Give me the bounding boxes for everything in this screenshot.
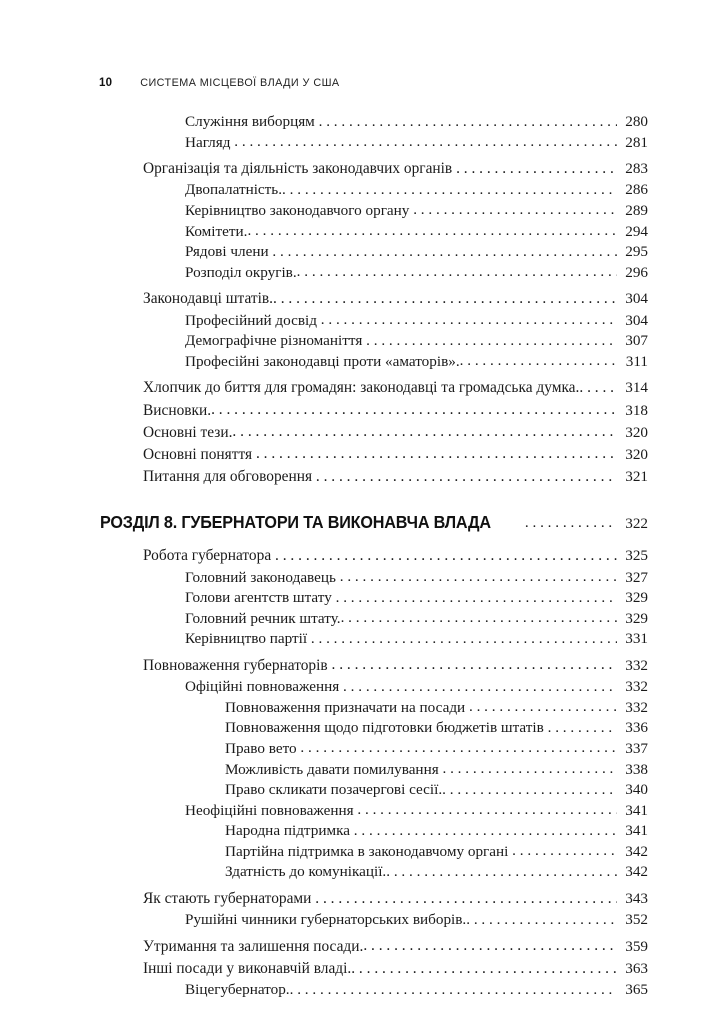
toc-entry-label: Хлопчик до биття для громадян: законодавці та громадська думка. xyxy=(143,379,580,397)
toc-entry[interactable] xyxy=(100,201,648,222)
toc-entry-label: Демографічне різноманіття xyxy=(185,332,363,350)
toc-entry-label: Здатність до комунікації. xyxy=(225,863,387,881)
leader-dots xyxy=(336,588,617,609)
toc-entry-label: Офіційні повноваження xyxy=(185,678,340,696)
toc-entry[interactable] xyxy=(100,133,648,154)
toc-entry[interactable] xyxy=(100,739,648,760)
toc-entry-label: Нагляд xyxy=(185,133,231,151)
leader-dots xyxy=(351,958,617,980)
toc-entry-page: 365 xyxy=(625,981,648,999)
toc-section-after-chapter xyxy=(0,545,717,1001)
leader-dots xyxy=(232,421,617,443)
toc-entry-page: 289 xyxy=(625,201,648,219)
table-of-contents xyxy=(0,112,717,1001)
leader-dots xyxy=(354,821,617,842)
toc-entry-label: Голови агентств штату xyxy=(185,589,332,607)
running-head-title: СИСТЕМА МІСЦЕВОЇ ВЛАДИ У США xyxy=(140,77,340,89)
toc-entry-label: Основні поняття xyxy=(143,445,253,463)
toc-entry-page: 280 xyxy=(625,113,648,130)
toc-entry[interactable] xyxy=(100,242,648,263)
leader-dots xyxy=(300,738,617,759)
toc-entry[interactable] xyxy=(100,588,648,609)
toc-entry-label: Керівництво законодавчого органу xyxy=(185,201,410,219)
toc-entry-label: Утримання та залишення посади. xyxy=(143,937,364,955)
toc-entry-label: Розподіл округів. xyxy=(185,263,297,281)
leader-dots xyxy=(469,697,617,718)
toc-entry-page: 304 xyxy=(625,290,648,308)
leader-dots xyxy=(297,262,617,283)
toc-entry-page: 311 xyxy=(625,352,648,370)
toc-entry[interactable] xyxy=(100,545,648,567)
page-folio: 10 xyxy=(99,77,113,89)
leader-dots xyxy=(548,718,617,739)
toc-entry-label: Організація та діяльність законодавчих органів xyxy=(143,160,453,178)
toc-entry-page: 341 xyxy=(625,822,648,840)
toc-entry-page: 332 xyxy=(625,678,648,696)
toc-entry-page: 320 xyxy=(625,423,648,441)
toc-entry-label: Віцегубернатор. xyxy=(185,981,290,999)
leader-dots xyxy=(273,288,617,310)
leader-dots xyxy=(275,545,617,567)
leader-dots xyxy=(315,888,617,910)
toc-entry-page: 342 xyxy=(625,842,648,860)
leader-dots xyxy=(512,841,617,862)
running-header xyxy=(99,77,340,89)
toc-entry-label: Повноваження губернаторів xyxy=(143,656,328,674)
toc-entry-page: 363 xyxy=(625,960,648,978)
toc-entry[interactable] xyxy=(100,352,648,373)
leader-dots xyxy=(386,862,617,883)
toc-entry-page: 286 xyxy=(625,181,648,199)
toc-entry-page: 314 xyxy=(625,379,648,397)
toc-entry[interactable] xyxy=(100,677,648,698)
toc-entry[interactable] xyxy=(100,718,648,739)
leader-dots xyxy=(311,629,617,650)
toc-entry-label: Основні тези. xyxy=(143,423,233,441)
toc-entry-page: 352 xyxy=(625,911,648,929)
leader-dots xyxy=(413,200,617,221)
toc-entry-label: Питання для обговорення xyxy=(143,468,313,486)
leader-dots xyxy=(442,759,617,780)
toc-entry-label: Головний речник штату. xyxy=(185,609,341,627)
toc-entry-page: 294 xyxy=(625,222,648,240)
leader-dots xyxy=(234,132,617,153)
toc-entry-page: 318 xyxy=(625,401,648,419)
toc-section-before-chapter xyxy=(0,112,717,488)
toc-entry[interactable] xyxy=(100,910,648,931)
toc-entry-label: Висновки. xyxy=(143,401,212,419)
leader-dots xyxy=(332,654,617,676)
toc-entry[interactable] xyxy=(100,444,648,466)
toc-entry[interactable] xyxy=(100,698,648,719)
toc-entry-label: Комітети. xyxy=(185,222,248,240)
leader-dots xyxy=(316,466,617,488)
leader-dots xyxy=(340,567,617,588)
leader-dots xyxy=(466,910,617,931)
toc-entry[interactable] xyxy=(100,568,648,589)
toc-entry-page: 336 xyxy=(625,719,648,737)
toc-entry[interactable] xyxy=(100,331,648,352)
toc-entry-page: 281 xyxy=(625,133,648,151)
leader-dots xyxy=(319,112,617,133)
toc-entry[interactable] xyxy=(100,629,648,650)
toc-entry[interactable] xyxy=(100,888,648,910)
toc-entry-label: Робота губернатора xyxy=(143,547,272,565)
leader-dots xyxy=(442,780,617,801)
toc-entry-page: 337 xyxy=(625,739,648,757)
toc-entry[interactable] xyxy=(100,422,648,444)
toc-entry-label: Право скликати позачергові сесії. xyxy=(225,781,443,799)
toc-entry[interactable] xyxy=(100,780,648,801)
leader-dots xyxy=(290,980,617,1001)
toc-entry[interactable] xyxy=(100,222,648,243)
toc-entry-page: 342 xyxy=(625,863,648,881)
toc-entry-page: 340 xyxy=(625,781,648,799)
toc-entry-label: Законодавці штатів. xyxy=(143,290,274,308)
toc-entry[interactable] xyxy=(100,158,648,180)
toc-entry[interactable] xyxy=(100,288,648,310)
toc-entry-page: 329 xyxy=(625,589,648,607)
toc-entry-page: 304 xyxy=(625,311,648,329)
toc-entry[interactable] xyxy=(100,112,648,133)
leader-dots xyxy=(256,443,617,465)
toc-entry-page: 295 xyxy=(625,243,648,261)
toc-entry[interactable] xyxy=(100,400,648,422)
leader-dots xyxy=(343,677,617,698)
toc-entry-label: Як стають губернаторами xyxy=(143,890,312,908)
toc-entry-label: Можливість давати помилування xyxy=(225,760,439,778)
toc-entry[interactable] xyxy=(100,311,648,332)
leader-dots xyxy=(366,331,617,352)
toc-entry[interactable] xyxy=(100,980,648,1001)
toc-entry-label: Служіння виборцям xyxy=(185,113,315,130)
toc-entry-page: 332 xyxy=(625,698,648,716)
toc-entry-page: 320 xyxy=(625,445,648,463)
leader-dots xyxy=(321,310,617,331)
leader-dots xyxy=(456,158,617,180)
toc-entry-page: 331 xyxy=(625,630,648,648)
leader-dots xyxy=(460,351,617,372)
toc-entry-label: Рушійні чинники губернаторських виборів. xyxy=(185,911,467,929)
toc-chapter-label: РОЗДІЛ 8. ГУБЕРНАТОРИ ТА ВИКОНАВЧА ВЛАДА xyxy=(100,512,491,533)
toc-entry-page: 332 xyxy=(625,656,648,674)
leader-dots xyxy=(363,935,617,957)
toc-entry[interactable] xyxy=(100,862,648,883)
leader-dots xyxy=(357,800,617,821)
toc-entry-page: 327 xyxy=(625,568,648,586)
toc-entry-page: 307 xyxy=(625,332,648,350)
toc-entry-label: Неофіційні повноваження xyxy=(185,801,354,819)
toc-entry-page: 321 xyxy=(625,468,648,486)
toc-entry-label: Повноваження щодо підготовки бюджетів штатів xyxy=(225,719,544,737)
toc-chapter-heading[interactable] xyxy=(100,512,648,533)
toc-entry[interactable] xyxy=(100,936,648,958)
toc-entry[interactable] xyxy=(100,760,648,781)
toc-entry-label: Професійний досвід xyxy=(185,311,317,329)
toc-entry-page: 338 xyxy=(625,760,648,778)
toc-entry-page: 296 xyxy=(625,263,648,281)
toc-chapter-page: 322 xyxy=(625,515,648,533)
toc-entry-label: Повноваження призначати на посади xyxy=(225,698,466,716)
toc-entry[interactable] xyxy=(100,377,648,399)
toc-entry-label: Право вето xyxy=(225,739,297,757)
toc-entry-page: 359 xyxy=(625,937,648,955)
toc-entry[interactable] xyxy=(100,466,648,488)
toc-entry-label: Партійна підтримка в законодавчому органі xyxy=(225,842,509,860)
toc-entry[interactable] xyxy=(100,180,648,201)
toc-entry-page: 341 xyxy=(625,801,648,819)
leader-dots xyxy=(282,180,617,201)
leader-dots xyxy=(211,399,617,421)
toc-entry[interactable] xyxy=(100,263,648,284)
toc-entry-label: Рядові члени xyxy=(185,243,269,261)
toc-entry[interactable] xyxy=(100,609,648,630)
toc-entry-page: 283 xyxy=(625,160,648,178)
toc-entry-label: Головний законодавець xyxy=(185,568,336,586)
toc-entry[interactable] xyxy=(100,842,648,863)
toc-entry-label: Народна підтримка xyxy=(225,822,350,840)
leader-dots xyxy=(247,221,617,242)
toc-entry-label: Інші посади у виконавчій владі. xyxy=(143,960,352,978)
toc-entry-label: Керівництво партії xyxy=(185,630,308,648)
toc-entry-page: 329 xyxy=(625,609,648,627)
toc-entry-page: 325 xyxy=(625,547,648,565)
leader-dots xyxy=(579,377,617,399)
toc-entry-label: Професійні законодавці проти «аматорів». xyxy=(185,352,460,370)
toc-entry-page: 343 xyxy=(625,890,648,908)
leader-dots xyxy=(525,514,617,532)
toc-entry[interactable] xyxy=(100,655,648,677)
toc-entry[interactable] xyxy=(100,958,648,980)
toc-entry[interactable] xyxy=(100,821,648,842)
toc-entry[interactable] xyxy=(100,801,648,822)
toc-entry-label: Двопалатність. xyxy=(185,181,283,199)
leader-dots xyxy=(341,608,617,629)
leader-dots xyxy=(272,242,617,263)
